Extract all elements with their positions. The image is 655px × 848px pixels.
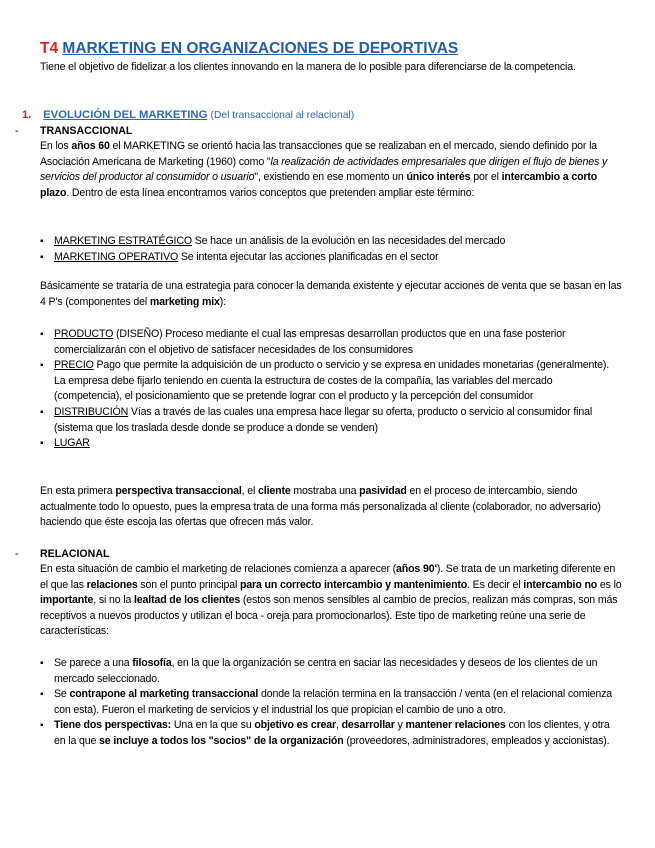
bullet-icon: ▪ xyxy=(40,658,44,669)
bullet-icon: ▪ xyxy=(40,236,44,247)
list-item: ▪ LUGAR xyxy=(40,436,622,452)
dash-marker: - xyxy=(15,548,19,560)
bullet-icon: ▪ xyxy=(40,438,44,450)
intro-paragraph: Tiene el objetivo de fidelizar a los clientes innovando en la manera de lo posible para diferenciarse de la competencia. xyxy=(40,61,576,73)
list-item: ▪ Se contrapone al marketing transaccional donde la relación termina en la transacción / venta (en el relacional comienza con esta). Fueron el marketing de servicios y el industrial los que propician el cambio de uno a otro. xyxy=(40,688,613,716)
page-title xyxy=(40,40,620,58)
transaccional-paragraph-2: Básicamente se trataría de una estrategia para conocer la demanda existente y ejecutar acciones de venta que se basan en las 4 P's (componentes del marketing mix): xyxy=(40,280,622,308)
bullet-icon: ▪ xyxy=(40,360,44,372)
bullet-icon: ▪ xyxy=(40,329,44,340)
four-p-list xyxy=(40,327,622,452)
title-number: T4 xyxy=(40,40,59,57)
section-subtitle: (Del transaccional al relacional) xyxy=(210,110,355,121)
bullet-icon: ▪ xyxy=(40,689,44,701)
section-heading xyxy=(22,108,354,123)
subheading-relacional: RELACIONAL xyxy=(40,548,110,560)
marketing-concepts-list xyxy=(40,234,622,265)
list-item: ▪ PRODUCTO (DISEÑO) Proceso mediante el cual las empresas desarrollan productos que en una fase posterior comercializarán con el objetivo de satisfacer necesidades de los consumidores xyxy=(40,328,566,356)
dash-marker: - xyxy=(15,125,19,137)
list-item: ▪ Se parece a una filosofía, en la que la organización se centra en saciar las necesidades y deseos de los clientes de un mercado seleccionado. xyxy=(40,657,598,685)
section-title: EVOLUCIÓN DEL MARKETING xyxy=(43,109,208,121)
list-item: ▪ PRECIO Pago que permite la adquisición de un producto o servicio y se expresa en unidades monetarias (generalmente). La empresa debe fijarlo teniendo en cuenta la estructura de costes de la compañía, las variables del mercado (competencia), el posicionamiento que se pretende lograr con el producto y la percepción del consumidor xyxy=(40,359,609,403)
transaccional-paragraph-3: En esta primera perspectiva transaccional, el cliente mostraba una pasividad en el proceso de intercambio, siendo actualmente todo lo opuesto, pues la empresa trata de una forma más personalizada al cliente (colaborador, no adversario) haciendo que éste escoja las ofertas que ofrecen más valor. xyxy=(40,485,601,529)
subheading-transaccional: TRANSACCIONAL xyxy=(40,125,133,137)
section-number: 1. xyxy=(22,109,32,121)
list-item: ▪ MARKETING ESTRATÉGICO Se hace un análisis de la evolución en las necesidades del mercado xyxy=(40,234,622,250)
transaccional-paragraph-1: En los años 60 el MARKETING se orientó hacia las transacciones que se realizaban en el mercado, siendo definido por la Asociación Americana de Marketing (1960) como "la realización de actividades empresariales que dirigen el flujo de bienes y servicios del productor al consumidor o usuario", existiendo en ese momento un único interés por el intercambio a corto plazo. Dentro de esta línea encontramos varios conceptos que pretenden ampliar este término: xyxy=(40,140,608,199)
title-text: MARKETING EN ORGANIZACIONES DE DEPORTIVAS xyxy=(62,40,459,57)
list-item: ▪ Tiene dos perspectivas: Una en la que su objetivo es crear, desarrollar y mantener relaciones con los clientes, y otra en la que se incluye a todos los "socios" de la organización (proveedores, administradores, empleados y accionistas). xyxy=(40,719,610,747)
bullet-icon: ▪ xyxy=(40,406,44,418)
bullet-icon: ▪ xyxy=(40,251,44,263)
list-item: ▪ DISTRIBUCIÓN Vías a través de las cuales una empresa hace llegar su oferta, producto o servicio al consumidor final (sistema que los traslada desde donde se produce a donde se venden) xyxy=(40,405,593,434)
bullet-icon: ▪ xyxy=(40,720,44,732)
relacional-characteristics-list xyxy=(40,656,622,750)
relacional-paragraph-1: En esta situación de cambio el marketing de relaciones comienza a aparecer (años 90'). Se trata de un marketing diferente en el que las relaciones son el punto principal para un correcto intercambio y mantenimiento. Es decir el intercambio no es lo importante, si no la lealtad de los clientes (estos son menos sensibles al cambio de precios, realizan más compras, son más receptivos a nuevos productos y utilizan el boca - oreja para promocionarlos). Este tipo de marketing reúne una serie de características: xyxy=(40,563,622,638)
list-item: ▪ MARKETING OPERATIVO Se intenta ejecutar las acciones planificadas en el sector xyxy=(40,250,622,266)
